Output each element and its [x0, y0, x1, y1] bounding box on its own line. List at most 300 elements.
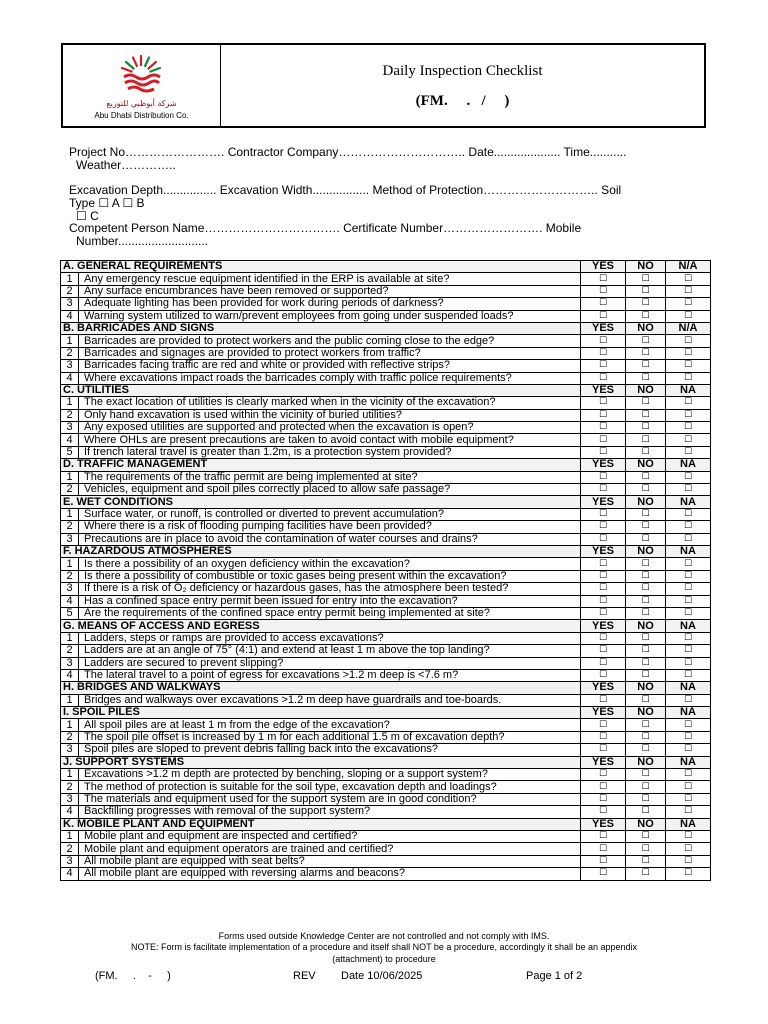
- item-number: 1: [61, 632, 79, 644]
- na-checkbox[interactable]: ☐: [666, 731, 711, 743]
- mobile-number-line: Number...........................: [76, 234, 209, 248]
- no-checkbox[interactable]: ☐: [626, 607, 666, 619]
- checklist-item-row: [61, 583, 711, 595]
- yes-checkbox[interactable]: ☐: [581, 868, 626, 880]
- checklist-item-row: [61, 719, 711, 731]
- footer-note-control: Forms used outside Knowledge Center are not controlled and not comply with IMS.: [218, 931, 550, 941]
- na-checkbox[interactable]: ☐: [666, 285, 711, 297]
- item-question: Any surface encumbrances have been removed or supported?: [79, 285, 581, 297]
- no-checkbox[interactable]: ☐: [626, 298, 666, 310]
- na-checkbox[interactable]: ☐: [666, 273, 711, 285]
- yes-checkbox[interactable]: ☐: [581, 446, 626, 458]
- project-line: Project No……………………. Contractor Company………………………….. Date.................... Time...........: [69, 145, 627, 159]
- yes-checkbox[interactable]: ☐: [581, 843, 626, 855]
- checklist-item-row: [61, 694, 711, 706]
- no-checkbox[interactable]: ☐: [626, 484, 666, 496]
- form-reference: (FM. . / ): [415, 93, 510, 109]
- na-checkbox[interactable]: ☐: [666, 595, 711, 607]
- item-question: All mobile plant are equipped with seat belts?: [79, 855, 581, 867]
- item-question: Vehicles, equipment and spoil piles correctly placed to allow safe passage?: [79, 484, 581, 496]
- item-question: Mobile plant and equipment are inspected and certified?: [79, 830, 581, 842]
- item-number: 3: [61, 855, 79, 867]
- no-checkbox[interactable]: ☐: [626, 583, 666, 595]
- logo-cell: [63, 45, 221, 126]
- item-number: 1: [61, 335, 79, 347]
- yes-checkbox[interactable]: ☐: [581, 273, 626, 285]
- no-checkbox[interactable]: ☐: [626, 558, 666, 570]
- column-header: NA: [666, 459, 711, 471]
- footer-form-reference: (FM. . - ): [95, 970, 171, 982]
- column-header: YES: [581, 620, 626, 632]
- na-checkbox[interactable]: ☐: [666, 855, 711, 867]
- item-number: 5: [61, 607, 79, 619]
- item-number: 2: [61, 645, 79, 657]
- item-question: Surface water, or runoff, is controlled or diverted to prevent accumulation?: [79, 508, 581, 520]
- na-checkbox[interactable]: ☐: [666, 409, 711, 421]
- yes-checkbox[interactable]: ☐: [581, 471, 626, 483]
- item-question: Only hand excavation is used within the vicinity of buried utilities?: [79, 409, 581, 421]
- yes-checkbox[interactable]: ☐: [581, 409, 626, 421]
- item-number: 4: [61, 310, 79, 322]
- section-title: C. UTILITIES: [61, 384, 581, 396]
- checklist-item-row: [61, 471, 711, 483]
- column-header: NA: [666, 756, 711, 768]
- na-checkbox[interactable]: ☐: [666, 694, 711, 706]
- section-header-row: [61, 545, 711, 557]
- checklist-item-row: [61, 830, 711, 842]
- na-checkbox[interactable]: ☐: [666, 372, 711, 384]
- column-header: NO: [626, 496, 666, 508]
- item-question: Where excavations impact roads the barricades comply with traffic police requirements?: [79, 372, 581, 384]
- na-checkbox[interactable]: ☐: [666, 471, 711, 483]
- item-question: Warning system utilized to warn/prevent employees from going under suspended loads?: [79, 310, 581, 322]
- item-question: The exact location of utilities is clearly marked when in the vicinity of the excavation?: [79, 397, 581, 409]
- item-question: Any exposed utilities are supported and protected when the excavation is open?: [79, 422, 581, 434]
- item-question: The spoil pile offset is increased by 1 m for each additional 1.5 m of excavation depth?: [79, 731, 581, 743]
- item-question: All mobile plant are equipped with reversing alarms and beacons?: [79, 868, 581, 880]
- section-header-row: [61, 756, 711, 768]
- no-checkbox[interactable]: ☐: [626, 645, 666, 657]
- item-question: Spoil piles are sloped to prevent debris falling back into the excavations?: [79, 744, 581, 756]
- no-checkbox[interactable]: ☐: [626, 595, 666, 607]
- no-checkbox[interactable]: ☐: [626, 570, 666, 582]
- column-header: YES: [581, 756, 626, 768]
- no-checkbox[interactable]: ☐: [626, 731, 666, 743]
- checklist-item-row: [61, 669, 711, 681]
- weather-line: Weather…………..: [76, 158, 176, 172]
- no-checkbox[interactable]: ☐: [626, 273, 666, 285]
- na-checkbox[interactable]: ☐: [666, 769, 711, 781]
- item-number: 2: [61, 570, 79, 582]
- yes-checkbox[interactable]: ☐: [581, 855, 626, 867]
- no-checkbox[interactable]: ☐: [626, 843, 666, 855]
- checklist-item-row: [61, 843, 711, 855]
- no-checkbox[interactable]: ☐: [626, 669, 666, 681]
- checklist-item-row: [61, 607, 711, 619]
- no-checkbox[interactable]: ☐: [626, 347, 666, 359]
- yes-checkbox[interactable]: ☐: [581, 558, 626, 570]
- yes-checkbox[interactable]: ☐: [581, 434, 626, 446]
- checklist-item-row: [61, 335, 711, 347]
- title-cell: [221, 45, 704, 126]
- footer-note-procedure: NOTE: Form is facilitate implementation of a procedure and itself shall NOT be a procedure, accordingly it shall be an appendix: [130, 942, 638, 952]
- na-checkbox[interactable]: ☐: [666, 793, 711, 805]
- no-checkbox[interactable]: ☐: [626, 434, 666, 446]
- no-checkbox[interactable]: ☐: [626, 657, 666, 669]
- item-question: Barricades and signages are provided to protect workers from traffic?: [79, 347, 581, 359]
- yes-checkbox[interactable]: ☐: [581, 694, 626, 706]
- yes-checkbox[interactable]: ☐: [581, 744, 626, 756]
- checklist-item-row: [61, 521, 711, 533]
- na-checkbox[interactable]: ☐: [666, 347, 711, 359]
- item-number: 3: [61, 657, 79, 669]
- na-checkbox[interactable]: ☐: [666, 446, 711, 458]
- na-checkbox[interactable]: ☐: [666, 422, 711, 434]
- item-question: Ladders are secured to prevent slipping?: [79, 657, 581, 669]
- section-header-row: [61, 682, 711, 694]
- no-checkbox[interactable]: ☐: [626, 781, 666, 793]
- na-checkbox[interactable]: ☐: [666, 830, 711, 842]
- yes-checkbox[interactable]: ☐: [581, 830, 626, 842]
- item-question: The method of protection is suitable for the soil type, excavation depth and loadings?: [79, 781, 581, 793]
- no-checkbox[interactable]: ☐: [626, 471, 666, 483]
- yes-checkbox[interactable]: ☐: [581, 533, 626, 545]
- yes-checkbox[interactable]: ☐: [581, 484, 626, 496]
- item-question: Are the requirements of the confined space entry permit being implemented at site?: [79, 607, 581, 619]
- column-header: NO: [626, 756, 666, 768]
- section-header-row: [61, 707, 711, 719]
- item-number: 3: [61, 533, 79, 545]
- column-header: YES: [581, 707, 626, 719]
- checklist-item-row: [61, 793, 711, 805]
- checklist-item-row: [61, 806, 711, 818]
- item-number: 1: [61, 273, 79, 285]
- no-checkbox[interactable]: ☐: [626, 521, 666, 533]
- footer-revision: REV: [293, 970, 316, 982]
- checklist-item-row: [61, 508, 711, 520]
- project-info-fields: [69, 146, 629, 172]
- no-checkbox[interactable]: ☐: [626, 806, 666, 818]
- no-checkbox[interactable]: ☐: [626, 793, 666, 805]
- item-question: Bridges and walkways over excavations >1.2 m deep have guardrails and toe-boards.: [79, 694, 581, 706]
- column-header: NO: [626, 707, 666, 719]
- yes-checkbox[interactable]: ☐: [581, 570, 626, 582]
- na-checkbox[interactable]: ☐: [666, 558, 711, 570]
- section-title: D. TRAFFIC MANAGEMENT: [61, 459, 581, 471]
- no-checkbox[interactable]: ☐: [626, 508, 666, 520]
- yes-checkbox[interactable]: ☐: [581, 793, 626, 805]
- column-header: NO: [626, 620, 666, 632]
- item-number: 1: [61, 769, 79, 781]
- item-number: 4: [61, 669, 79, 681]
- column-header: YES: [581, 682, 626, 694]
- item-question: Precautions are in place to avoid the contamination of water courses and drains?: [79, 533, 581, 545]
- item-number: 4: [61, 868, 79, 880]
- checklist-item-row: [61, 533, 711, 545]
- yes-checkbox[interactable]: ☐: [581, 769, 626, 781]
- yes-checkbox[interactable]: ☐: [581, 360, 626, 372]
- yes-checkbox[interactable]: ☐: [581, 719, 626, 731]
- item-number: 3: [61, 744, 79, 756]
- no-checkbox[interactable]: ☐: [626, 285, 666, 297]
- footer-note-attachment: (attachment) to procedure: [332, 954, 436, 964]
- item-question: The requirements of the traffic permit are being implemented at site?: [79, 471, 581, 483]
- yes-checkbox[interactable]: ☐: [581, 595, 626, 607]
- no-checkbox[interactable]: ☐: [626, 694, 666, 706]
- no-checkbox[interactable]: ☐: [626, 719, 666, 731]
- no-checkbox[interactable]: ☐: [626, 533, 666, 545]
- checklist-item-row: [61, 731, 711, 743]
- item-number: 4: [61, 806, 79, 818]
- column-header: NA: [666, 707, 711, 719]
- item-question: Has a confined space entry permit been issued for entry into the excavation?: [79, 595, 581, 607]
- soil-type-line: ☐ C: [76, 209, 99, 223]
- yes-checkbox[interactable]: ☐: [581, 521, 626, 533]
- checklist-item-row: [61, 632, 711, 644]
- item-number: 1: [61, 397, 79, 409]
- na-checkbox[interactable]: ☐: [666, 607, 711, 619]
- checklist-item-row: [61, 484, 711, 496]
- no-checkbox[interactable]: ☐: [626, 409, 666, 421]
- column-header: YES: [581, 384, 626, 396]
- checklist-item-row: [61, 769, 711, 781]
- item-question: If trench lateral travel is greater than 1.2m, is a protection system provided?: [79, 446, 581, 458]
- column-header: YES: [581, 261, 626, 273]
- column-header: NO: [626, 545, 666, 557]
- checklist-item-row: [61, 347, 711, 359]
- section-title: A. GENERAL REQUIREMENTS: [61, 261, 581, 273]
- yes-checkbox[interactable]: ☐: [581, 310, 626, 322]
- section-header-row: [61, 459, 711, 471]
- section-title: H. BRIDGES AND WALKWAYS: [61, 682, 581, 694]
- item-question: Is there a possibility of an oxygen deficiency within the excavation?: [79, 558, 581, 570]
- item-number: 1: [61, 508, 79, 520]
- checklist-item-row: [61, 310, 711, 322]
- excavation-line: Excavation Depth................ Excavation Width................. Method of Protection……………………….. Soil Type ☐ A ☐ B: [69, 183, 622, 210]
- na-checkbox[interactable]: ☐: [666, 657, 711, 669]
- no-checkbox[interactable]: ☐: [626, 632, 666, 644]
- item-number: 1: [61, 558, 79, 570]
- na-checkbox[interactable]: ☐: [666, 868, 711, 880]
- na-checkbox[interactable]: ☐: [666, 360, 711, 372]
- column-header: NA: [666, 682, 711, 694]
- company-logo-icon: [113, 53, 169, 99]
- item-question: Where OHLs are present precautions are taken to avoid contact with mobile equipment?: [79, 434, 581, 446]
- competent-person-fields: [69, 222, 629, 248]
- item-number: 2: [61, 843, 79, 855]
- checklist-item-row: [61, 273, 711, 285]
- checklist-item-row: [61, 558, 711, 570]
- logo-arabic-text: شركة أبوظبي للتوزيع: [106, 99, 177, 108]
- item-question: Is there a possibility of combustible or toxic gases being present within the excavation?: [79, 570, 581, 582]
- na-checkbox[interactable]: ☐: [666, 669, 711, 681]
- checklist-item-row: [61, 657, 711, 669]
- na-checkbox[interactable]: ☐: [666, 843, 711, 855]
- yes-checkbox[interactable]: ☐: [581, 669, 626, 681]
- no-checkbox[interactable]: ☐: [626, 744, 666, 756]
- section-header-row: [61, 620, 711, 632]
- column-header: YES: [581, 322, 626, 334]
- column-header: NO: [626, 322, 666, 334]
- item-question: Mobile plant and equipment operators are trained and certified?: [79, 843, 581, 855]
- item-question: Any emergency rescue equipment identified in the ERP is available at site?: [79, 273, 581, 285]
- item-number: 3: [61, 583, 79, 595]
- document-title: Daily Inspection Checklist: [382, 63, 543, 79]
- checklist-item-row: [61, 855, 711, 867]
- na-checkbox[interactable]: ☐: [666, 583, 711, 595]
- column-header: NA: [666, 384, 711, 396]
- item-number: 4: [61, 595, 79, 607]
- yes-checkbox[interactable]: ☐: [581, 632, 626, 644]
- na-checkbox[interactable]: ☐: [666, 310, 711, 322]
- item-question: The materials and equipment used for the support system are in good condition?: [79, 793, 581, 805]
- section-title: J. SUPPORT SYSTEMS: [61, 756, 581, 768]
- yes-checkbox[interactable]: ☐: [581, 657, 626, 669]
- no-checkbox[interactable]: ☐: [626, 446, 666, 458]
- no-checkbox[interactable]: ☐: [626, 310, 666, 322]
- item-number: 3: [61, 793, 79, 805]
- na-checkbox[interactable]: ☐: [666, 533, 711, 545]
- checklist-item-row: [61, 409, 711, 421]
- item-number: 2: [61, 781, 79, 793]
- item-question: Ladders, steps or ramps are provided to access excavations?: [79, 632, 581, 644]
- no-checkbox[interactable]: ☐: [626, 422, 666, 434]
- column-header: NA: [666, 818, 711, 830]
- no-checkbox[interactable]: ☐: [626, 868, 666, 880]
- yes-checkbox[interactable]: ☐: [581, 781, 626, 793]
- checklist-item-row: [61, 434, 711, 446]
- no-checkbox[interactable]: ☐: [626, 769, 666, 781]
- item-question: Backfilling progresses with removal of the support system?: [79, 806, 581, 818]
- excavation-info-fields: [69, 184, 629, 223]
- yes-checkbox[interactable]: ☐: [581, 583, 626, 595]
- document-header: [61, 43, 706, 128]
- item-question: Excavations >1.2 m depth are protected by benching, sloping or a support system?: [79, 769, 581, 781]
- item-question: The lateral travel to a point of egress for excavations >1.2 m deep is <7.6 m?: [79, 669, 581, 681]
- item-number: 2: [61, 285, 79, 297]
- footer-date: Date 10/06/2025: [341, 970, 423, 982]
- yes-checkbox[interactable]: ☐: [581, 806, 626, 818]
- checklist-item-row: [61, 422, 711, 434]
- column-header: NA: [666, 496, 711, 508]
- na-checkbox[interactable]: ☐: [666, 744, 711, 756]
- section-header-row: [61, 384, 711, 396]
- na-checkbox[interactable]: ☐: [666, 719, 711, 731]
- checklist-item-row: [61, 446, 711, 458]
- section-header-row: [61, 496, 711, 508]
- checklist-item-row: [61, 360, 711, 372]
- yes-checkbox[interactable]: ☐: [581, 347, 626, 359]
- na-checkbox[interactable]: ☐: [666, 570, 711, 582]
- yes-checkbox[interactable]: ☐: [581, 397, 626, 409]
- competent-person-line: Competent Person Name……………………………. Certificate Number……………………. Mobile: [69, 221, 582, 235]
- checklist-item-row: [61, 372, 711, 384]
- logo-english-text: Abu Dhabi Distribution Co.: [94, 111, 189, 120]
- item-number: 2: [61, 484, 79, 496]
- column-header: NA: [666, 620, 711, 632]
- yes-checkbox[interactable]: ☐: [581, 645, 626, 657]
- section-title: E. WET CONDITIONS: [61, 496, 581, 508]
- column-header: NO: [626, 261, 666, 273]
- item-number: 3: [61, 422, 79, 434]
- na-checkbox[interactable]: ☐: [666, 508, 711, 520]
- item-number: 1: [61, 694, 79, 706]
- section-header-row: [61, 818, 711, 830]
- item-number: 5: [61, 446, 79, 458]
- item-number: 1: [61, 471, 79, 483]
- item-number: 3: [61, 298, 79, 310]
- column-header: N/A: [666, 322, 711, 334]
- checklist-item-row: [61, 868, 711, 880]
- item-question: Barricades facing traffic are red and white or provided with reflective strips?: [79, 360, 581, 372]
- column-header: YES: [581, 459, 626, 471]
- item-number: 2: [61, 731, 79, 743]
- no-checkbox[interactable]: ☐: [626, 830, 666, 842]
- na-checkbox[interactable]: ☐: [666, 781, 711, 793]
- no-checkbox[interactable]: ☐: [626, 360, 666, 372]
- yes-checkbox[interactable]: ☐: [581, 731, 626, 743]
- column-header: YES: [581, 545, 626, 557]
- yes-checkbox[interactable]: ☐: [581, 422, 626, 434]
- checklist-item-row: [61, 397, 711, 409]
- item-question: All spoil piles are at least 1 m from the edge of the excavation?: [79, 719, 581, 731]
- item-number: 4: [61, 434, 79, 446]
- na-checkbox[interactable]: ☐: [666, 397, 711, 409]
- yes-checkbox[interactable]: ☐: [581, 508, 626, 520]
- column-header: NO: [626, 459, 666, 471]
- yes-checkbox[interactable]: ☐: [581, 298, 626, 310]
- footer-page-number: Page 1 of 2: [526, 970, 583, 982]
- na-checkbox[interactable]: ☐: [666, 335, 711, 347]
- no-checkbox[interactable]: ☐: [626, 397, 666, 409]
- no-checkbox[interactable]: ☐: [626, 372, 666, 384]
- checklist-item-row: [61, 595, 711, 607]
- yes-checkbox[interactable]: ☐: [581, 607, 626, 619]
- na-checkbox[interactable]: ☐: [666, 434, 711, 446]
- no-checkbox[interactable]: ☐: [626, 335, 666, 347]
- checklist-item-row: [61, 570, 711, 582]
- yes-checkbox[interactable]: ☐: [581, 335, 626, 347]
- column-header: YES: [581, 496, 626, 508]
- na-checkbox[interactable]: ☐: [666, 484, 711, 496]
- checklist-item-row: [61, 285, 711, 297]
- item-number: 2: [61, 347, 79, 359]
- checklist-item-row: [61, 298, 711, 310]
- item-number: 1: [61, 830, 79, 842]
- na-checkbox[interactable]: ☐: [666, 806, 711, 818]
- na-checkbox[interactable]: ☐: [666, 298, 711, 310]
- section-title: G. MEANS OF ACCESS AND EGRESS: [61, 620, 581, 632]
- item-question: Adequate lighting has been provided for work during periods of darkness?: [79, 298, 581, 310]
- checklist-item-row: [61, 744, 711, 756]
- na-checkbox[interactable]: ☐: [666, 632, 711, 644]
- checklist-item-row: [61, 781, 711, 793]
- na-checkbox[interactable]: ☐: [666, 521, 711, 533]
- yes-checkbox[interactable]: ☐: [581, 285, 626, 297]
- section-header-row: [61, 261, 711, 273]
- item-number: 2: [61, 521, 79, 533]
- na-checkbox[interactable]: ☐: [666, 645, 711, 657]
- section-title: K. MOBILE PLANT AND EQUIPMENT: [61, 818, 581, 830]
- yes-checkbox[interactable]: ☐: [581, 372, 626, 384]
- section-title: B. BARRICADES AND SIGNS: [61, 322, 581, 334]
- item-number: 2: [61, 409, 79, 421]
- column-header: NO: [626, 384, 666, 396]
- section-title: F. HAZARDOUS ATMOSPHERES: [61, 545, 581, 557]
- inspection-checklist-table: [60, 260, 711, 881]
- no-checkbox[interactable]: ☐: [626, 855, 666, 867]
- item-number: 1: [61, 719, 79, 731]
